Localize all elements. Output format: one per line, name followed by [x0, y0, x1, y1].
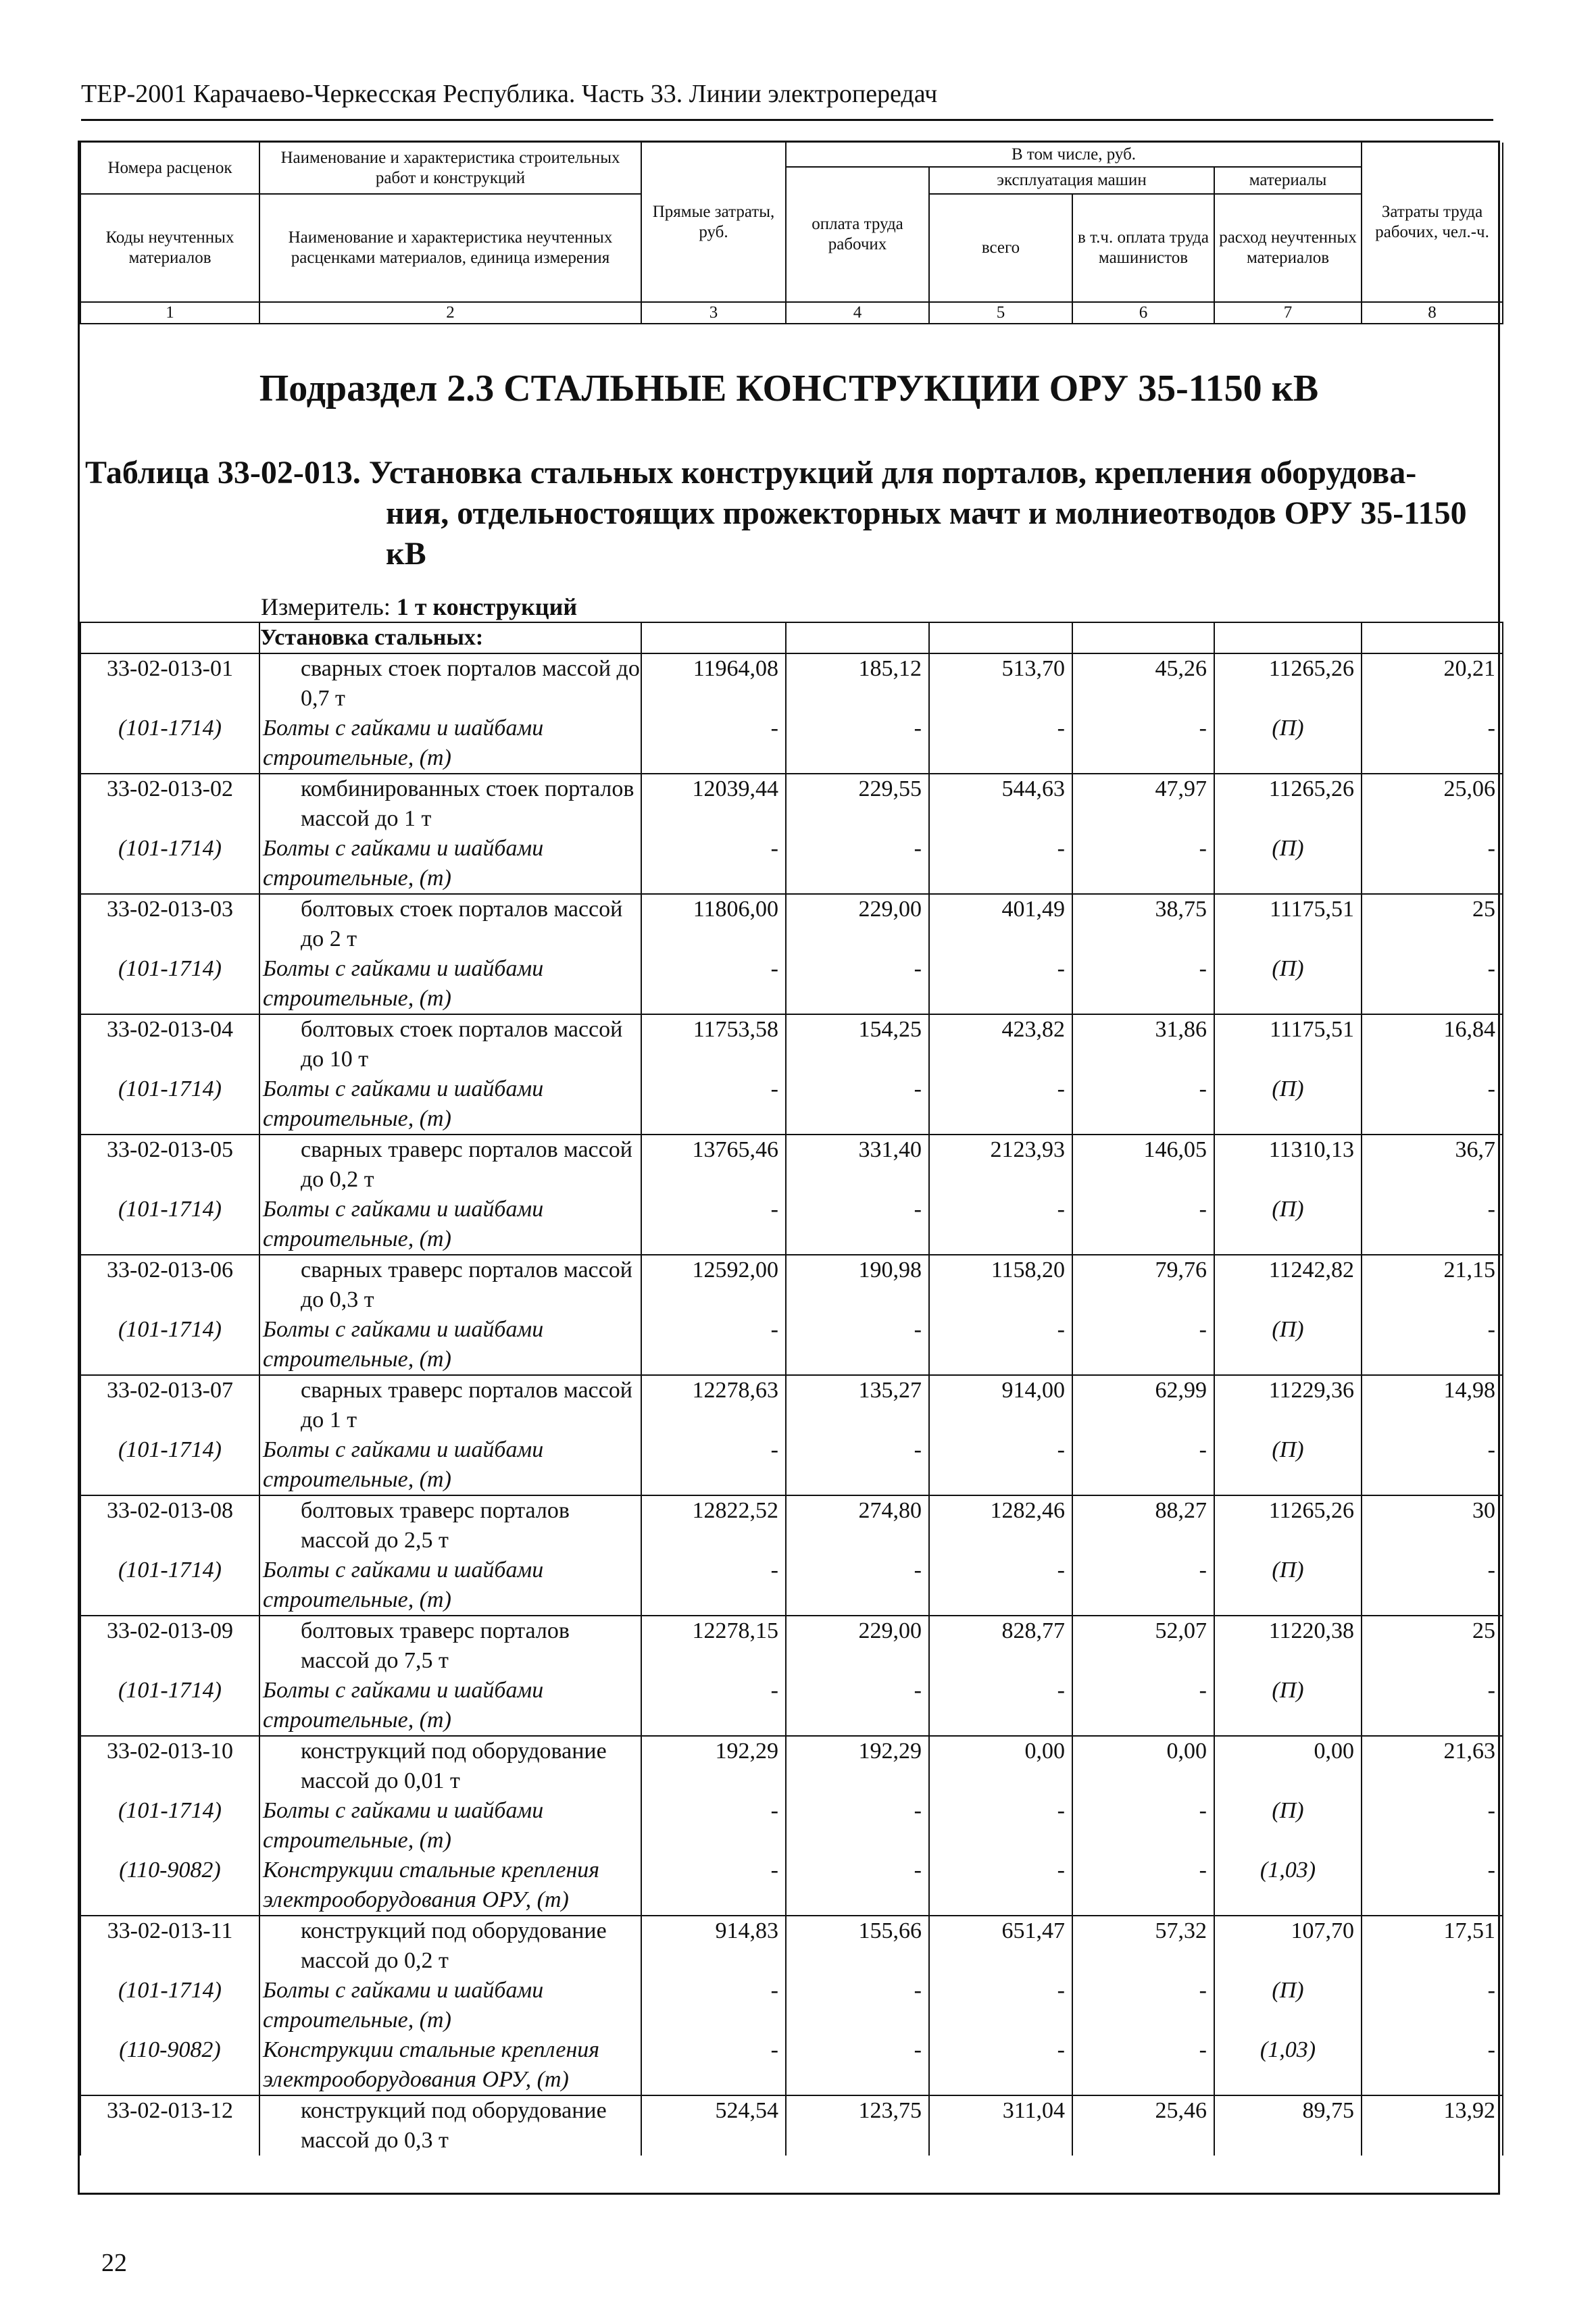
table-title-number: Таблица 33-02-013. — [85, 455, 361, 491]
rates-table-body — [80, 622, 1503, 2156]
dash-c5: - — [929, 1074, 1072, 1135]
value-c7: 0,00 — [1214, 1736, 1362, 1796]
material-code: (101-1714) — [80, 1796, 259, 1856]
col-index: 2 — [259, 302, 641, 324]
value-c7: 89,75 — [1214, 2095, 1362, 2156]
value-c5: 1282,46 — [929, 1495, 1072, 1555]
dash-c6: - — [1072, 954, 1214, 1014]
rate-description-text: сварных траверс порталов массой до 1 т — [301, 1378, 632, 1433]
table-row — [80, 1375, 1503, 1435]
material-row — [80, 1435, 1503, 1495]
rate-description — [259, 1375, 641, 1435]
material-quantity: (П) — [1214, 1435, 1362, 1495]
rate-description-text: болтовых стоек порталов массой до 10 т — [301, 1017, 623, 1072]
value-c8: 20,21 — [1362, 653, 1503, 714]
col-index: 4 — [786, 302, 929, 324]
rate-code: 33-02-013-07 — [80, 1375, 259, 1435]
dash-c8: - — [1362, 1435, 1503, 1495]
dash-c3: - — [641, 1796, 786, 1856]
dash-c5: - — [929, 1976, 1072, 2035]
rate-description — [259, 653, 641, 714]
material-row — [80, 834, 1503, 894]
rate-description-text: конструкций под оборудование массой до 0,01 т — [301, 1739, 607, 1793]
dash-c8: - — [1362, 1074, 1503, 1135]
material-code: (101-1714) — [80, 1435, 259, 1495]
header-including: В том числе, руб. — [786, 143, 1362, 167]
page-header: ТЕР-2001 Карачаево-Черкесская Республика. Часть 33. Линии электропередач — [81, 74, 1493, 121]
dash-c3: - — [641, 1676, 786, 1736]
section-cell — [1214, 622, 1362, 653]
dash-c3: - — [641, 1074, 786, 1135]
dash-c4: - — [786, 1676, 929, 1736]
dash-c6: - — [1072, 714, 1214, 774]
material-description: Болты с гайками и шайбами строительные, (т) — [259, 1555, 641, 1616]
header-machines: эксплуатация машин — [929, 167, 1214, 194]
dash-c4: - — [786, 1315, 929, 1375]
dash-c8: - — [1362, 1676, 1503, 1736]
material-code: (101-1714) — [80, 954, 259, 1014]
value-c6: 31,86 — [1072, 1014, 1214, 1074]
dash-c3: - — [641, 834, 786, 894]
material-row — [80, 1555, 1503, 1616]
dash-c6: - — [1072, 1195, 1214, 1255]
value-c4: 331,40 — [786, 1135, 929, 1195]
material-quantity: (П) — [1214, 1976, 1362, 2035]
meter-label: Измеритель: — [261, 593, 391, 620]
value-c4: 192,29 — [786, 1736, 929, 1796]
dash-c5: - — [929, 1796, 1072, 1856]
value-c4: 229,00 — [786, 1616, 929, 1676]
dash-c3: - — [641, 1195, 786, 1255]
value-c7: 11229,36 — [1214, 1375, 1362, 1435]
value-c8: 16,84 — [1362, 1014, 1503, 1074]
header-rate-number: Номера расценок — [80, 143, 259, 194]
dash-c8: - — [1362, 1195, 1503, 1255]
rate-description-text: сварных стоек порталов массой до 0,7 т — [301, 656, 640, 711]
dash-c6: - — [1072, 1856, 1214, 1916]
material-row — [80, 1976, 1503, 2035]
dash-c6: - — [1072, 1074, 1214, 1135]
dash-c5: - — [929, 714, 1072, 774]
rate-description — [259, 1255, 641, 1315]
rate-description — [259, 894, 641, 954]
rate-description — [259, 1014, 641, 1074]
measurement-unit — [80, 592, 1498, 622]
material-row — [80, 714, 1503, 774]
dash-c5: - — [929, 2035, 1072, 2095]
value-c3: 13765,46 — [641, 1135, 786, 1195]
material-description: Болты с гайками и шайбами строительные, (т) — [259, 1976, 641, 2035]
value-c5: 2123,93 — [929, 1135, 1072, 1195]
material-description: Конструкции стальные крепления электрооборудования ОРУ, (т) — [259, 2035, 641, 2095]
dash-c3: - — [641, 1555, 786, 1616]
table-row — [80, 894, 1503, 954]
material-description: Болты с гайками и шайбами строительные, (т) — [259, 1195, 641, 1255]
dash-c8: - — [1362, 1796, 1503, 1856]
value-c3: 914,83 — [641, 1916, 786, 1976]
dash-c4: - — [786, 1856, 929, 1916]
value-c6: 25,46 — [1072, 2095, 1214, 2156]
material-quantity: (П) — [1214, 1315, 1362, 1375]
value-c8: 13,92 — [1362, 2095, 1503, 2156]
dash-c3: - — [641, 2035, 786, 2095]
value-c4: 274,80 — [786, 1495, 929, 1555]
header-work-name: Наименование и характеристика строительных работ и конструкций — [259, 143, 641, 194]
value-c6: 52,07 — [1072, 1616, 1214, 1676]
value-c5: 1158,20 — [929, 1255, 1072, 1315]
dash-c6: - — [1072, 2035, 1214, 2095]
col-index: 8 — [1362, 302, 1503, 324]
value-c8: 36,7 — [1362, 1135, 1503, 1195]
table-row — [80, 1916, 1503, 1976]
value-c4: 229,00 — [786, 894, 929, 954]
header-materials: материалы — [1214, 167, 1362, 194]
value-c6: 88,27 — [1072, 1495, 1214, 1555]
value-c6: 79,76 — [1072, 1255, 1214, 1315]
value-c3: 12822,52 — [641, 1495, 786, 1555]
rate-description — [259, 1916, 641, 1976]
rate-description — [259, 1495, 641, 1555]
subsection-title: Подраздел 2.3 СТАЛЬНЫЕ КОНСТРУКЦИИ ОРУ 35-1150 кВ — [259, 368, 1319, 409]
table-row — [80, 1255, 1503, 1315]
material-description: Болты с гайками и шайбами строительные, (т) — [259, 1676, 641, 1736]
value-c5: 544,63 — [929, 774, 1072, 834]
dash-c6: - — [1072, 1315, 1214, 1375]
header-material-consumption: расход неучтенных материалов — [1214, 194, 1362, 302]
value-c3: 12039,44 — [641, 774, 786, 834]
table-row — [80, 1495, 1503, 1555]
dash-c6: - — [1072, 1555, 1214, 1616]
material-code: (101-1714) — [80, 1195, 259, 1255]
section-cell — [641, 622, 786, 653]
value-c7: 11265,26 — [1214, 653, 1362, 714]
dash-c4: - — [786, 1074, 929, 1135]
material-code: (101-1714) — [80, 834, 259, 894]
value-c5: 651,47 — [929, 1916, 1072, 1976]
value-c8: 21,63 — [1362, 1736, 1503, 1796]
value-c8: 30 — [1362, 1495, 1503, 1555]
dash-c6: - — [1072, 1435, 1214, 1495]
material-description: Болты с гайками и шайбами строительные, (т) — [259, 954, 641, 1014]
dash-c5: - — [929, 834, 1072, 894]
value-c7: 11310,13 — [1214, 1135, 1362, 1195]
table-row — [80, 2095, 1503, 2156]
value-c6: 57,32 — [1072, 1916, 1214, 1976]
dash-c3: - — [641, 1315, 786, 1375]
material-description: Болты с гайками и шайбами строительные, (т) — [259, 1796, 641, 1856]
value-c6: 146,05 — [1072, 1135, 1214, 1195]
table-row — [80, 1616, 1503, 1676]
material-quantity: (П) — [1214, 1676, 1362, 1736]
dash-c4: - — [786, 1796, 929, 1856]
rate-code: 33-02-013-01 — [80, 653, 259, 714]
rate-code: 33-02-013-12 — [80, 2095, 259, 2156]
value-c8: 25,06 — [1362, 774, 1503, 834]
rate-code: 33-02-013-02 — [80, 774, 259, 834]
material-code: (101-1714) — [80, 1676, 259, 1736]
material-description: Болты с гайками и шайбами строительные, (т) — [259, 834, 641, 894]
rate-description-text: сварных траверс порталов массой до 0,3 т — [301, 1258, 632, 1312]
value-c4: 154,25 — [786, 1014, 929, 1074]
material-quantity: (П) — [1214, 1796, 1362, 1856]
material-row — [80, 1074, 1503, 1135]
header-operator-pay: в т.ч. оплата труда машинистов — [1072, 194, 1214, 302]
rate-code: 33-02-013-09 — [80, 1616, 259, 1676]
material-code: (101-1714) — [80, 714, 259, 774]
rates-table — [80, 622, 1503, 2156]
material-row — [80, 2035, 1503, 2095]
material-description: Болты с гайками и шайбами строительные, (т) — [259, 1074, 641, 1135]
section-cell — [786, 622, 929, 653]
table-row — [80, 653, 1503, 714]
value-c8: 25 — [1362, 894, 1503, 954]
dash-c6: - — [1072, 1676, 1214, 1736]
material-row — [80, 1676, 1503, 1736]
section-label: Установка стальных: — [259, 622, 641, 653]
rate-description-text: конструкций под оборудование массой до 0,2 т — [301, 1918, 607, 1973]
col-index: 5 — [929, 302, 1072, 324]
material-description: Болты с гайками и шайбами строительные, (т) — [259, 1435, 641, 1495]
table-title-line1: Установка стальных конструкций для порталов, крепления оборудова- — [368, 455, 1417, 491]
value-c7: 11265,26 — [1214, 774, 1362, 834]
rate-code: 33-02-013-04 — [80, 1014, 259, 1074]
value-c7: 11242,82 — [1214, 1255, 1362, 1315]
dash-c6: - — [1072, 1796, 1214, 1856]
value-c8: 25 — [1362, 1616, 1503, 1676]
value-c5: 513,70 — [929, 653, 1072, 714]
rate-description-text: комбинированных стоек порталов массой до 1 т — [301, 776, 634, 831]
material-quantity: (П) — [1214, 1074, 1362, 1135]
value-c5: 423,82 — [929, 1014, 1072, 1074]
page-number: 22 — [101, 2249, 127, 2277]
material-code: (101-1714) — [80, 1074, 259, 1135]
material-quantity: (П) — [1214, 1195, 1362, 1255]
value-c6: 62,99 — [1072, 1375, 1214, 1435]
material-quantity: (П) — [1214, 1555, 1362, 1616]
section-cell — [80, 622, 259, 653]
dash-c8: - — [1362, 2035, 1503, 2095]
table-row — [80, 1135, 1503, 1195]
col-index: 3 — [641, 302, 786, 324]
dash-c8: - — [1362, 714, 1503, 774]
value-c5: 401,49 — [929, 894, 1072, 954]
material-quantity: (П) — [1214, 954, 1362, 1014]
dash-c3: - — [641, 1856, 786, 1916]
section-cell — [1362, 622, 1503, 653]
value-c8: 21,15 — [1362, 1255, 1503, 1315]
value-c7: 107,70 — [1214, 1916, 1362, 1976]
dash-c4: - — [786, 1435, 929, 1495]
value-c8: 14,98 — [1362, 1375, 1503, 1435]
value-c6: 45,26 — [1072, 653, 1214, 714]
col-index: 6 — [1072, 302, 1214, 324]
rate-description-text: конструкций под оборудование массой до 0,3 т — [301, 2098, 607, 2153]
value-c7: 11220,38 — [1214, 1616, 1362, 1676]
dash-c4: - — [786, 1976, 929, 2035]
rate-description — [259, 774, 641, 834]
dash-c5: - — [929, 954, 1072, 1014]
value-c3: 524,54 — [641, 2095, 786, 2156]
value-c3: 12278,15 — [641, 1616, 786, 1676]
dash-c3: - — [641, 954, 786, 1014]
dash-c8: - — [1362, 1976, 1503, 2035]
dash-c4: - — [786, 834, 929, 894]
value-c5: 311,04 — [929, 2095, 1072, 2156]
value-c8: 17,51 — [1362, 1916, 1503, 1976]
dash-c8: - — [1362, 1856, 1503, 1916]
dash-c4: - — [786, 1555, 929, 1616]
dash-c5: - — [929, 1676, 1072, 1736]
material-row — [80, 1856, 1503, 1916]
value-c7: 11175,51 — [1214, 894, 1362, 954]
value-c4: 185,12 — [786, 653, 929, 714]
dash-c8: - — [1362, 1315, 1503, 1375]
material-quantity: (1,03) — [1214, 2035, 1362, 2095]
table-row — [80, 1736, 1503, 1796]
table-header — [80, 143, 1503, 324]
material-code: (110-9082) — [80, 2035, 259, 2095]
rate-code: 33-02-013-08 — [80, 1495, 259, 1555]
dash-c3: - — [641, 1435, 786, 1495]
dash-c4: - — [786, 714, 929, 774]
dash-c3: - — [641, 1976, 786, 2035]
table-title — [80, 453, 1498, 574]
dash-c5: - — [929, 1195, 1072, 1255]
value-c6: 0,00 — [1072, 1736, 1214, 1796]
value-c4: 229,55 — [786, 774, 929, 834]
material-quantity: (П) — [1214, 834, 1362, 894]
material-description: Болты с гайками и шайбами строительные, (т) — [259, 714, 641, 774]
dash-c4: - — [786, 954, 929, 1014]
material-row — [80, 1315, 1503, 1375]
value-c5: 828,77 — [929, 1616, 1072, 1676]
meter-value: 1 т конструкций — [396, 593, 578, 620]
rate-code: 33-02-013-06 — [80, 1255, 259, 1315]
header-direct-costs: Прямые затраты, руб. — [641, 143, 786, 302]
dash-c5: - — [929, 1315, 1072, 1375]
rate-description — [259, 1135, 641, 1195]
table-row — [80, 774, 1503, 834]
col-index: 1 — [80, 302, 259, 324]
dash-c4: - — [786, 2035, 929, 2095]
dash-c8: - — [1362, 954, 1503, 1014]
value-c3: 11806,00 — [641, 894, 786, 954]
value-c3: 12278,63 — [641, 1375, 786, 1435]
rate-code: 33-02-013-03 — [80, 894, 259, 954]
dash-c5: - — [929, 1555, 1072, 1616]
header-material-name: Наименование и характеристика неучтенных расценками материалов, единица измерения — [259, 194, 641, 302]
dash-c8: - — [1362, 834, 1503, 894]
value-c4: 123,75 — [786, 2095, 929, 2156]
dash-c6: - — [1072, 1976, 1214, 2035]
dash-c5: - — [929, 1856, 1072, 1916]
material-row — [80, 1195, 1503, 1255]
value-c3: 11753,58 — [641, 1014, 786, 1074]
rate-description-text: болтовых траверс порталов массой до 2,5 т — [301, 1498, 570, 1553]
value-c3: 11964,08 — [641, 653, 786, 714]
table-title-rest: ния, отдельностоящих прожекторных мачт и молниеотводов ОРУ 35-1150 кВ — [386, 495, 1467, 572]
rate-description-text: болтовых стоек порталов массой до 2 т — [301, 897, 623, 951]
rate-description — [259, 1616, 641, 1676]
value-c4: 135,27 — [786, 1375, 929, 1435]
section-cell — [1072, 622, 1214, 653]
value-c4: 155,66 — [786, 1916, 929, 1976]
value-c7: 11265,26 — [1214, 1495, 1362, 1555]
material-quantity: (П) — [1214, 714, 1362, 774]
material-description: Болты с гайками и шайбами строительные, (т) — [259, 1315, 641, 1375]
header-machines-total: всего — [929, 194, 1072, 302]
rate-description-text: сварных траверс порталов массой до 0,2 т — [301, 1137, 632, 1192]
value-c5: 0,00 — [929, 1736, 1072, 1796]
material-code: (101-1714) — [80, 1555, 259, 1616]
material-row — [80, 954, 1503, 1014]
rate-description-text: болтовых траверс порталов массой до 7,5 т — [301, 1618, 570, 1673]
rate-code: 33-02-013-05 — [80, 1135, 259, 1195]
value-c6: 38,75 — [1072, 894, 1214, 954]
material-code: (110-9082) — [80, 1856, 259, 1916]
col-index: 7 — [1214, 302, 1362, 324]
header-material-code: Коды неучтенных материалов — [80, 194, 259, 302]
document-frame — [78, 141, 1500, 2195]
rate-code: 33-02-013-11 — [80, 1916, 259, 1976]
dash-c8: - — [1362, 1555, 1503, 1616]
dash-c4: - — [786, 1195, 929, 1255]
value-c3: 192,29 — [641, 1736, 786, 1796]
rate-description — [259, 1736, 641, 1796]
header-labor: Затраты труда рабочих, чел.-ч. — [1362, 143, 1503, 302]
material-description: Конструкции стальные крепления электрооборудования ОРУ, (т) — [259, 1856, 641, 1916]
value-c3: 12592,00 — [641, 1255, 786, 1315]
material-code: (101-1714) — [80, 1315, 259, 1375]
header-worker-pay: оплата труда рабочих — [786, 167, 929, 302]
section-cell — [929, 622, 1072, 653]
dash-c6: - — [1072, 834, 1214, 894]
table-row — [80, 1014, 1503, 1074]
value-c5: 914,00 — [929, 1375, 1072, 1435]
dash-c5: - — [929, 1435, 1072, 1495]
dash-c3: - — [641, 714, 786, 774]
material-quantity: (1,03) — [1214, 1856, 1362, 1916]
value-c7: 11175,51 — [1214, 1014, 1362, 1074]
value-c4: 190,98 — [786, 1255, 929, 1315]
material-row — [80, 1796, 1503, 1856]
value-c6: 47,97 — [1072, 774, 1214, 834]
rate-code: 33-02-013-10 — [80, 1736, 259, 1796]
rate-description — [259, 2095, 641, 2156]
material-code: (101-1714) — [80, 1976, 259, 2035]
